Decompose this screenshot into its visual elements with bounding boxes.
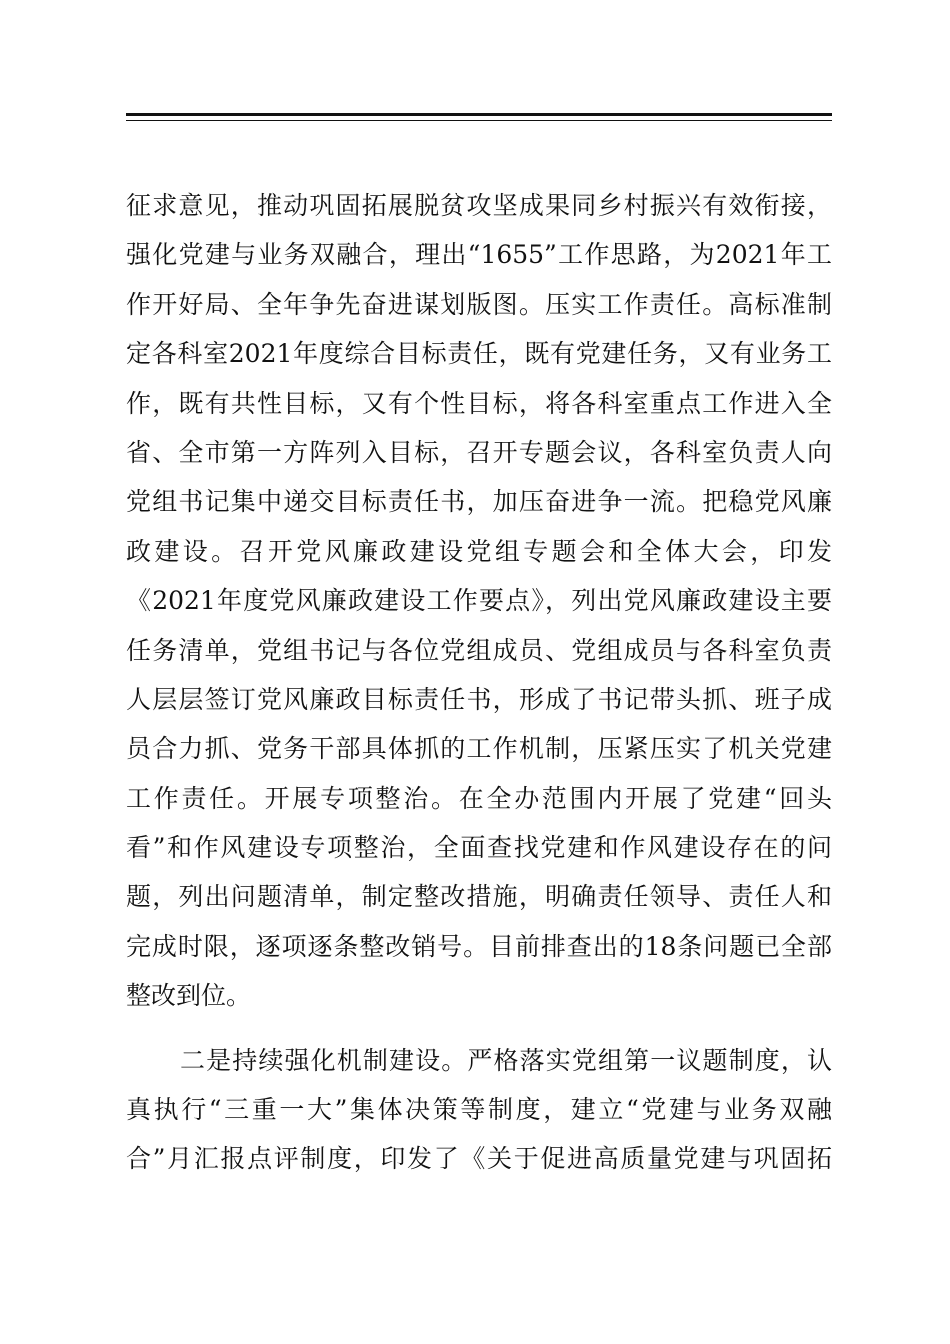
text-line: 作，既有共性目标，又有个性目标，将各科室重点工作进入全 [126,388,832,418]
paragraph-spacing [126,1021,832,1036]
paragraph-2 [126,1036,832,1184]
text-line: 合”月汇报点评制度，印发了《关于促进高质量党建与巩固拓 [126,1144,832,1174]
text-line: 定各科室2021年度综合目标责任，既有党建任务，又有业务工 [126,339,832,369]
text-line: 工作责任。开展专项整治。在全办范围内开展了党建“回头 [126,783,832,813]
text-line: 员合力抓、党务干部具体抓的工作机制，压紧压实了机关党建 [126,734,832,764]
header-rule-thick [126,113,832,116]
text-line: 强化党建与业务双融合，理出“1655”工作思路，为2021年工 [126,240,832,270]
text-line: 党组书记集中递交目标责任书，加压奋进争一流。把稳党风廉 [126,487,832,517]
document-body [126,181,832,1184]
text-line: 真执行“三重一大”集体决策等制度，建立“党建与业务双融 [126,1095,832,1125]
header-rule-thin [126,120,832,121]
text-line: 题，列出问题清单，制定整改措施，明确责任领导、责任人和 [126,882,832,912]
text-line: 《2021年度党风廉政建设工作要点》，列出党风廉政建设主要 [126,586,832,616]
text-line: 省、全市第一方阵列入目标，召开专题会议，各科室负责人向 [126,437,832,467]
text-line: 政建设。召开党风廉政建设党组专题会和全体大会，印发 [126,536,832,566]
text-line: 完成时限，逐项逐条整改销号。目前排查出的18条问题已全部 [126,931,832,961]
text-line: 任务清单，党组书记与各位党组成员、党组成员与各科室负责 [126,635,832,665]
text-line: 整改到位。 [126,981,252,1011]
paragraph-1 [126,181,832,1021]
text-line: 作开好局、全年争先奋进谋划版图。压实工作责任。高标准制 [126,289,832,319]
text-line: 二是持续强化机制建设。严格落实党组第一议题制度，认 [180,1045,832,1075]
text-line: 征求意见，推动巩固拓展脱贫攻坚成果同乡村振兴有效衔接， [126,191,832,220]
text-line: 看”和作风建设专项整治，全面查找党建和作风建设存在的问 [126,833,832,863]
text-line: 人层层签订党风廉政目标责任书，形成了书记带头抓、班子成 [126,684,832,714]
